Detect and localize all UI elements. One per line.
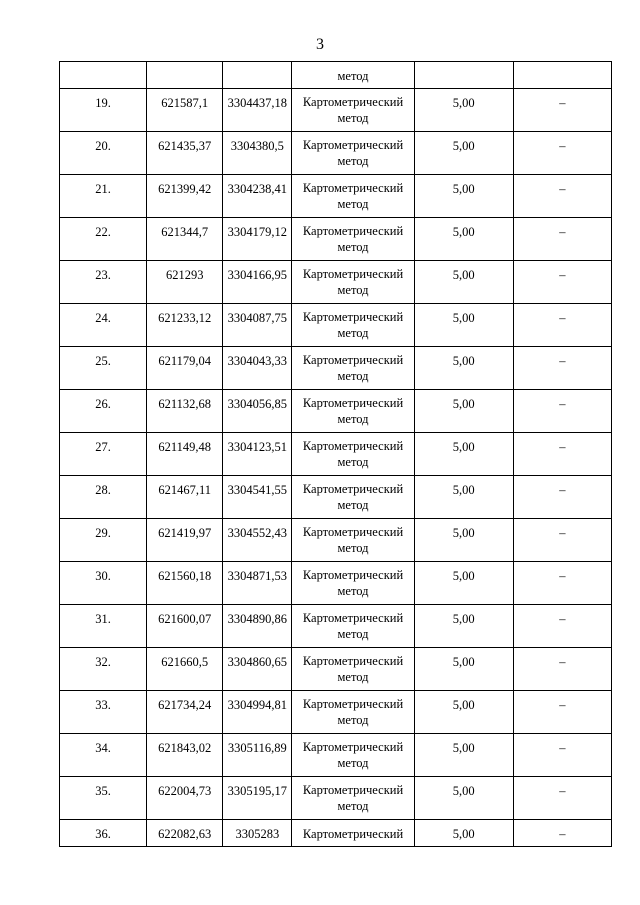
cell-method (292, 562, 414, 605)
cell-x (147, 476, 223, 519)
cell-accuracy (414, 519, 513, 562)
accuracy-value: 5,00 (452, 741, 475, 755)
note-value: – (559, 225, 566, 239)
cell-x (147, 648, 223, 691)
cell-number (60, 433, 147, 476)
point-number: 29. (95, 526, 111, 540)
accuracy-value: 5,00 (452, 397, 475, 411)
cell-note (513, 648, 611, 691)
cell-note (513, 433, 611, 476)
coordinate-x: 621399,42 (158, 182, 212, 196)
table-row (60, 390, 612, 433)
note-value: – (559, 612, 566, 626)
point-number: 36. (95, 827, 111, 841)
note-value: – (559, 397, 566, 411)
cell-y (223, 691, 292, 734)
cell-number (60, 261, 147, 304)
method-line-1: Картометрический (302, 138, 404, 152)
table-row (60, 89, 612, 132)
coordinate-x: 622004,73 (158, 784, 212, 798)
method-line-1: Картометрический (302, 95, 404, 109)
method-line-1: Картометрический (302, 224, 404, 238)
cell-method (292, 476, 414, 519)
cell-x (147, 691, 223, 734)
cell-accuracy (414, 777, 513, 820)
cell-method (292, 218, 414, 261)
accuracy-value: 5,00 (452, 569, 475, 583)
accuracy-value: 5,00 (452, 182, 475, 196)
coordinate-y: 3305116,89 (227, 741, 287, 755)
coordinate-y: 3304380,5 (230, 139, 284, 153)
method-line-1: Картометрический (302, 439, 404, 453)
method-line-1: Картометрический (302, 783, 404, 797)
cell-y (223, 519, 292, 562)
method-text (292, 777, 413, 814)
cell-y (223, 476, 292, 519)
cell-x (147, 261, 223, 304)
cell-accuracy (414, 347, 513, 390)
coordinate-y: 3304166,95 (227, 268, 288, 282)
cell-y (223, 433, 292, 476)
method-text (292, 261, 413, 298)
coordinate-y: 3304541,55 (227, 483, 288, 497)
point-number: 20. (95, 139, 111, 153)
cell-accuracy (414, 562, 513, 605)
note-value: – (559, 827, 566, 841)
method-text (292, 218, 413, 255)
cell-x (147, 89, 223, 132)
coordinate-y: 3305195,17 (227, 784, 288, 798)
method-line-2: метод (337, 670, 369, 684)
note-value: – (559, 354, 566, 368)
cell-y (223, 132, 292, 175)
table-row (60, 820, 612, 847)
coordinate-x: 621293 (165, 268, 204, 282)
cell-y (223, 62, 292, 89)
coordinate-x: 621132,68 (158, 397, 212, 411)
table-row (60, 648, 612, 691)
note-value: – (559, 526, 566, 540)
method-text (292, 304, 413, 341)
coordinate-x: 621843,02 (158, 741, 212, 755)
coordinate-y: 3304056,85 (227, 397, 288, 411)
cell-note (513, 62, 611, 89)
method-line-1: Картометрический (302, 396, 404, 410)
coordinate-y: 3304871,53 (227, 569, 288, 583)
coordinate-x: 621179,04 (158, 354, 212, 368)
method-text (292, 648, 413, 685)
accuracy-value: 5,00 (452, 655, 475, 669)
cell-number (60, 648, 147, 691)
cell-number (60, 691, 147, 734)
cell-note (513, 304, 611, 347)
cell-method (292, 175, 414, 218)
coordinate-x: 621600,07 (158, 612, 212, 626)
accuracy-value: 5,00 (452, 827, 475, 841)
cell-note (513, 605, 611, 648)
method-line-1: Картометрический (302, 525, 404, 539)
cell-number (60, 390, 147, 433)
cell-accuracy (414, 89, 513, 132)
note-value: – (559, 655, 566, 669)
cell-accuracy (414, 734, 513, 777)
cell-x (147, 519, 223, 562)
cell-number (60, 734, 147, 777)
coordinate-y: 3304179,12 (227, 225, 288, 239)
coordinate-y: 3304890,86 (227, 612, 288, 626)
cell-number (60, 62, 147, 89)
cell-number (60, 132, 147, 175)
method-line-1: Картометрический (302, 611, 404, 625)
method-text (292, 132, 413, 169)
cell-number (60, 89, 147, 132)
table-row (60, 304, 612, 347)
point-number: 30. (95, 569, 111, 583)
note-value: – (559, 741, 566, 755)
note-value: – (559, 311, 566, 325)
coordinate-y: 3304043,33 (227, 354, 288, 368)
method-line-1: Картометрический (302, 568, 404, 582)
point-number: 19. (95, 96, 111, 110)
table-row (60, 476, 612, 519)
note-value: – (559, 96, 566, 110)
table-row (60, 734, 612, 777)
cell-note (513, 519, 611, 562)
cell-note (513, 691, 611, 734)
method-line-1: Картометрический (302, 697, 404, 711)
cell-note (513, 390, 611, 433)
cell-y (223, 820, 292, 847)
cell-accuracy (414, 132, 513, 175)
coordinate-x: 621587,1 (161, 96, 209, 110)
table-row (60, 175, 612, 218)
coordinate-x: 621233,12 (158, 311, 212, 325)
method-line-2: метод (337, 756, 369, 770)
point-number: 32. (95, 655, 111, 669)
continuation-row (60, 62, 612, 89)
cell-note (513, 261, 611, 304)
cell-x (147, 820, 223, 847)
cell-accuracy (414, 648, 513, 691)
coordinate-x: 621467,11 (158, 483, 212, 497)
cell-y (223, 734, 292, 777)
cell-accuracy (414, 175, 513, 218)
accuracy-value: 5,00 (452, 354, 475, 368)
cell-note (513, 175, 611, 218)
cell-accuracy (414, 476, 513, 519)
cell-accuracy (414, 304, 513, 347)
method-text (292, 89, 413, 126)
method-line-1: Картометрический (302, 181, 404, 195)
method-text (292, 562, 413, 599)
cell-number (60, 218, 147, 261)
cell-method (292, 132, 414, 175)
method-line-1: Картометрический (302, 267, 404, 281)
cell-note (513, 476, 611, 519)
cell-accuracy (414, 218, 513, 261)
cell-number (60, 304, 147, 347)
cell-accuracy (414, 62, 513, 89)
method-text (292, 175, 413, 212)
cell-method (292, 691, 414, 734)
table-row (60, 347, 612, 390)
accuracy-value: 5,00 (452, 440, 475, 454)
cell-y (223, 347, 292, 390)
method-line-2: метод (337, 240, 369, 254)
note-value: – (559, 268, 566, 282)
cell-note (513, 132, 611, 175)
method-text (292, 734, 413, 771)
method-line-1: Картометрический (302, 310, 404, 324)
cell-x (147, 175, 223, 218)
method-text (292, 433, 413, 470)
method-line-2: метод (337, 627, 369, 641)
point-number: 35. (95, 784, 111, 798)
method-line-2: метод (337, 154, 369, 168)
table-row (60, 562, 612, 605)
point-number: 24. (95, 311, 111, 325)
accuracy-value: 5,00 (452, 268, 475, 282)
cell-number (60, 562, 147, 605)
accuracy-value: 5,00 (452, 139, 475, 153)
coordinate-x: 621149,48 (158, 440, 212, 454)
accuracy-value: 5,00 (452, 784, 475, 798)
cell-y (223, 175, 292, 218)
coordinate-y: 3304437,18 (227, 96, 288, 110)
note-value: – (559, 698, 566, 712)
coordinate-y: 3304238,41 (227, 182, 288, 196)
cell-method (292, 648, 414, 691)
point-number: 25. (95, 354, 111, 368)
cell-method (292, 62, 414, 89)
coordinate-y: 3304860,65 (227, 655, 288, 669)
method-line-2: метод (337, 498, 369, 512)
coordinate-x: 621560,18 (158, 569, 212, 583)
point-number: 28. (95, 483, 111, 497)
cell-y (223, 605, 292, 648)
table-row (60, 132, 612, 175)
method-text (292, 347, 413, 384)
cell-note (513, 347, 611, 390)
method-text (292, 476, 413, 513)
cell-number (60, 605, 147, 648)
table-row (60, 777, 612, 820)
cell-x (147, 433, 223, 476)
method-line-2: метод (337, 713, 369, 727)
cell-number (60, 476, 147, 519)
cell-note (513, 218, 611, 261)
cell-y (223, 218, 292, 261)
cell-number (60, 777, 147, 820)
cell-y (223, 261, 292, 304)
cell-note (513, 89, 611, 132)
cell-method (292, 519, 414, 562)
cell-y (223, 304, 292, 347)
cell-y (223, 648, 292, 691)
accuracy-value: 5,00 (452, 96, 475, 110)
cell-x (147, 347, 223, 390)
method-text (292, 691, 413, 728)
cell-method (292, 347, 414, 390)
point-number: 21. (95, 182, 111, 196)
method-line-2: метод (337, 197, 369, 211)
table-row (60, 261, 612, 304)
method-line-2: метод (337, 455, 369, 469)
cell-x (147, 304, 223, 347)
cell-x (147, 390, 223, 433)
method-text (292, 390, 413, 427)
cell-y (223, 777, 292, 820)
method-text (292, 519, 413, 556)
method-line-1: Картометрический (302, 353, 404, 367)
method-line-1: Картометрический (302, 827, 404, 841)
point-number: 22. (95, 225, 111, 239)
note-value: – (559, 139, 566, 153)
coordinate-x: 622082,63 (158, 827, 212, 841)
cell-number (60, 519, 147, 562)
cell-x (147, 777, 223, 820)
cell-note (513, 734, 611, 777)
coordinate-x: 621344,7 (161, 225, 209, 239)
cell-note (513, 562, 611, 605)
table-row (60, 605, 612, 648)
coordinate-y: 3304123,51 (227, 440, 288, 454)
method-line-2: метод (337, 283, 369, 297)
accuracy-value: 5,00 (452, 483, 475, 497)
cell-method (292, 777, 414, 820)
note-value: – (559, 483, 566, 497)
cell-number (60, 175, 147, 218)
cell-accuracy (414, 605, 513, 648)
table-row (60, 519, 612, 562)
note-value: – (559, 569, 566, 583)
cell-accuracy (414, 433, 513, 476)
note-value: – (559, 440, 566, 454)
cell-method (292, 390, 414, 433)
method-line-2: метод (337, 326, 369, 340)
coordinate-y: 3304087,75 (227, 311, 288, 325)
cell-method (292, 304, 414, 347)
point-number: 26. (95, 397, 111, 411)
note-value: – (559, 784, 566, 798)
cell-x (147, 132, 223, 175)
cell-note (513, 820, 611, 847)
cell-accuracy (414, 390, 513, 433)
cell-accuracy (414, 691, 513, 734)
accuracy-value: 5,00 (452, 225, 475, 239)
table-row (60, 433, 612, 476)
method-line-2: метод (337, 799, 369, 813)
method-text (292, 605, 413, 642)
cell-x (147, 734, 223, 777)
method-line-2: метод (337, 111, 369, 125)
point-number: 33. (95, 698, 111, 712)
coordinate-x: 621734,24 (158, 698, 212, 712)
accuracy-value: 5,00 (452, 311, 475, 325)
method-line-1: Картометрический (302, 654, 404, 668)
cell-method (292, 261, 414, 304)
note-value: – (559, 182, 566, 196)
coordinate-x: 621419,97 (158, 526, 212, 540)
page-number: 3 (316, 36, 324, 53)
cell-x (147, 562, 223, 605)
point-number: 31. (95, 612, 111, 626)
cell-method (292, 734, 414, 777)
cell-method (292, 820, 414, 847)
cell-method (292, 605, 414, 648)
method-text: метод (337, 69, 369, 83)
cell-x (147, 218, 223, 261)
cell-accuracy (414, 820, 513, 847)
method-line-2: метод (337, 412, 369, 426)
point-number: 34. (95, 741, 111, 755)
coordinate-x: 621435,37 (158, 139, 212, 153)
coordinate-x: 621660,5 (161, 655, 209, 669)
coordinate-y: 3304552,43 (227, 526, 288, 540)
table-row (60, 691, 612, 734)
method-line-2: метод (337, 541, 369, 555)
accuracy-value: 5,00 (452, 698, 475, 712)
accuracy-value: 5,00 (452, 612, 475, 626)
method-line-2: метод (337, 584, 369, 598)
coordinate-y: 3305283 (235, 827, 280, 841)
method-line-1: Картометрический (302, 740, 404, 754)
coordinates-table (59, 61, 612, 847)
cell-y (223, 390, 292, 433)
cell-method (292, 433, 414, 476)
cell-number (60, 347, 147, 390)
cell-y (223, 89, 292, 132)
accuracy-value: 5,00 (452, 526, 475, 540)
point-number: 27. (95, 440, 111, 454)
method-line-2: метод (337, 369, 369, 383)
coordinate-y: 3304994,81 (227, 698, 288, 712)
table-row (60, 218, 612, 261)
cell-note (513, 777, 611, 820)
cell-accuracy (414, 261, 513, 304)
cell-number (60, 820, 147, 847)
cell-y (223, 562, 292, 605)
point-number: 23. (95, 268, 111, 282)
cell-method (292, 89, 414, 132)
cell-x (147, 605, 223, 648)
coordinates-table-body (60, 62, 612, 847)
cell-x (147, 62, 223, 89)
method-line-1: Картометрический (302, 482, 404, 496)
